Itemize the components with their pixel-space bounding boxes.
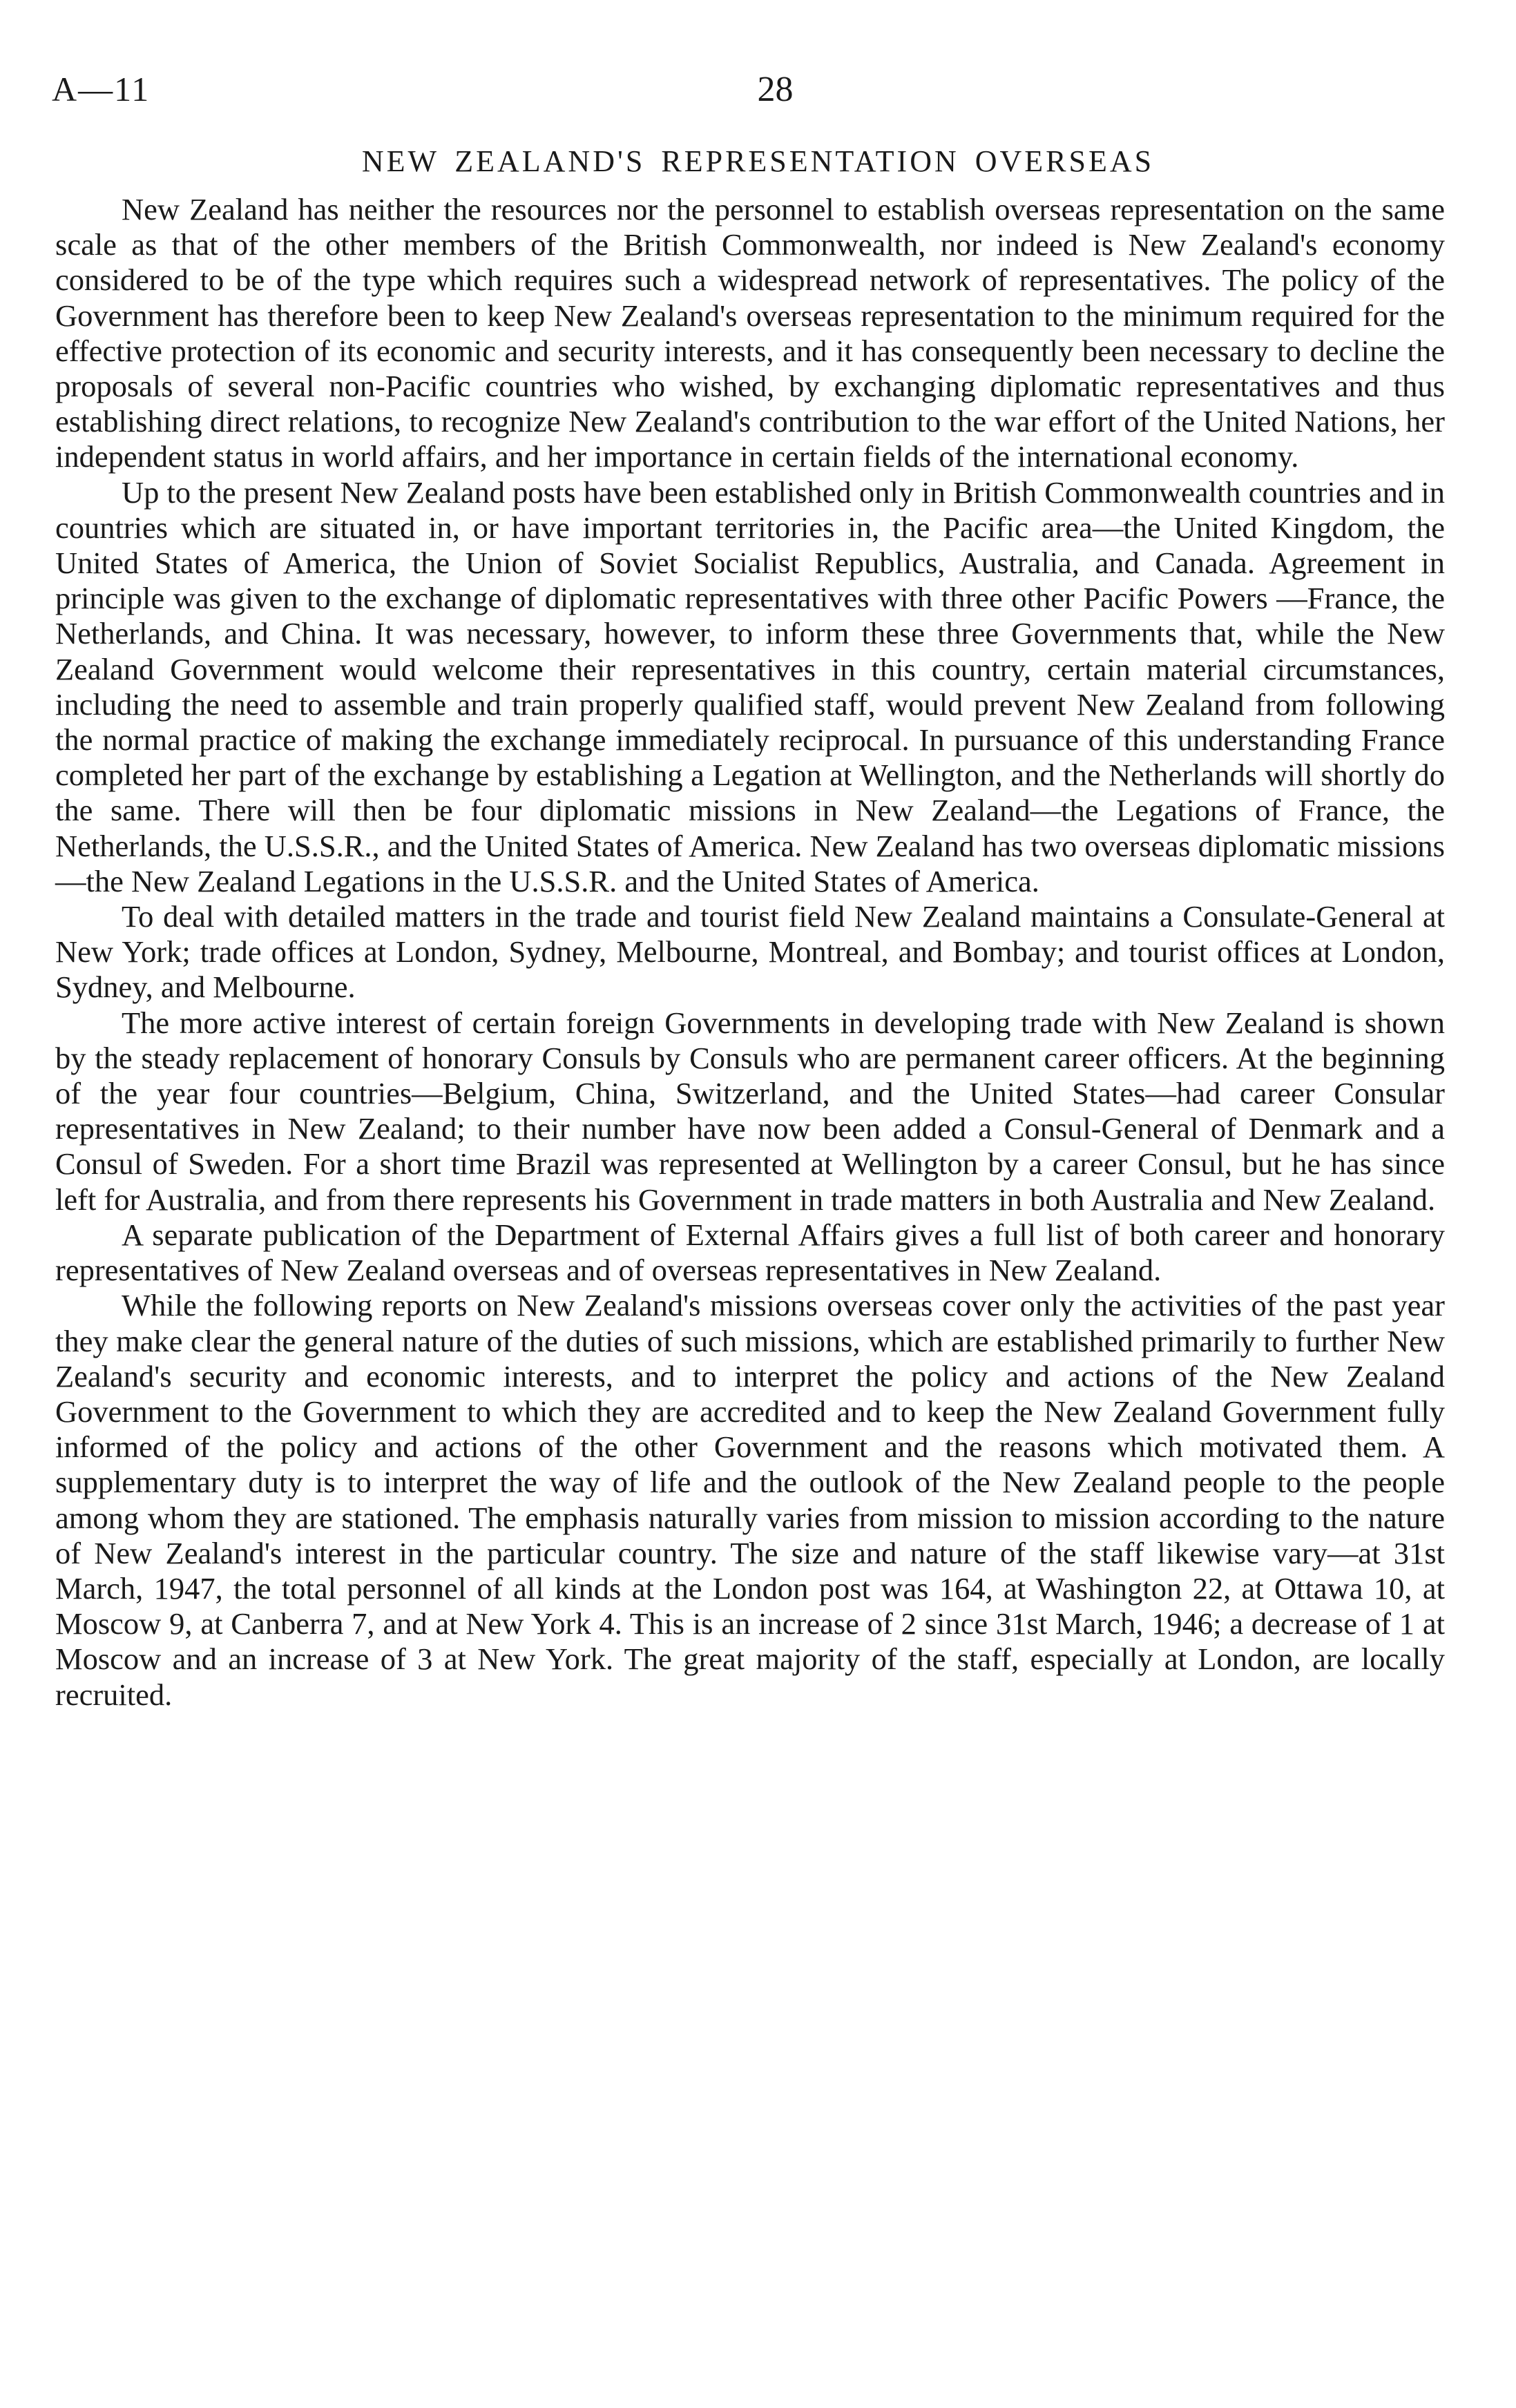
page-number: 28 <box>757 70 794 109</box>
page-header <box>52 69 1447 124</box>
paragraph: Up to the present New Zealand posts have been established only in British Commonwealth countries and in countries which are situated in, or have important territories in, the Pacific area—the United Kingdom, the United States of America, the Union of Soviet Socialist Republics, Australia, and Canada. Agreement in principle was given to the exchange of diplomatic representatives with three other Pacific Powers —France, the Netherlands, and China. It was necessary, however, to inform these three Governments that, while the New Zealand Government would welcome their representatives in this country, certain material circumstances, including the need to assemble and train properly qualified staff, would prevent New Zealand from following the normal practice of making the exchange immediately reciprocal. In pursuance of this understanding France completed her part of the exchange by establishing a Legation at Wellington, and the Netherlands will shortly do the same. There will then be four diplomatic missions in New Zealand—the Legations of France, the Netherlands, the U.S.S.R., and the United States of America. New Zealand has two overseas diplomatic missions—the New Zealand Legations in the U.S.S.R. and the United States of America. <box>55 474 1445 898</box>
body-text <box>55 192 1445 1713</box>
paragraph: A separate publication of the Department of External Affairs gives a full list of both career and honorary representatives of New Zealand overseas and of overseas representatives in New Zealand. <box>55 1217 1445 1288</box>
paragraph: To deal with detailed matters in the trade and tourist field New Zealand maintains a Consulate-General at New York; trade offices at London, Sydney, Melbourne, Montreal, and Bombay; and tourist offices at London, Sydney, and Melbourne. <box>55 899 1445 1005</box>
paragraph: New Zealand has neither the resources nor the personnel to establish overseas representation on the same scale as that of the other members of the British Commonwealth, nor indeed is New Zealand's economy considered to be of the type which requires such a widespread network of representatives. The policy of the Government has therefore been to keep New Zealand's overseas representation to the minimum required for the effective protection of its economic and security interests, and it has consequently been necessary to decline the proposals of several non-Pacific countries who wished, by exchanging diplomatic representatives and thus establishing direct relations, to recognize New Zealand's contribution to the war effort of the United Nations, her independent status in world affairs, and her importance in certain fields of the international economy. <box>55 192 1445 474</box>
paragraph: The more active interest of certain foreign Governments in developing trade with New Zealand is shown by the steady replacement of honorary Consuls by Consuls who are permanent career officers. At the beginning of the year four countries—Belgium, China, Switzerland, and the United States—had career Consular representatives in New Zealand; to their number have now been added a Consul-General of Denmark and a Consul of Sweden. For a short time Brazil was represented at Wellington by a career Consul, but he has since left for Australia, and from there represents his Government in trade matters in both Australia and New Zealand. <box>55 1005 1445 1217</box>
paragraph: While the following reports on New Zealand's missions overseas cover only the activities of the past year they make clear the general nature of the duties of such missions, which are established primarily to further New Zealand's security and economic interests, and to interpret the policy and actions of the New Zealand Government to the Government to which they are accredited and to keep the New Zealand Government fully informed of the policy and actions of the other Government and the reasons which motivated them. A supplementary duty is to interpret the way of life and the outlook of the New Zealand people to the people among whom they are stationed. The emphasis naturally varies from mission to mission according to the nature of New Zealand's interest in the particular country. The size and nature of the staff likewise vary—at 31st March, 1947, the total personnel of all kinds at the London post was 164, at Washington 22, at Ottawa 10, at Moscow 9, at Canberra 7, and at New York 4. This is an increase of 2 since 31st March, 1946; a decrease of 1 at Moscow and an increase of 3 at New York. The great majority of the staff, especially at London, are locally recruited. <box>55 1288 1445 1712</box>
section-title: NEW ZEALAND'S REPRESENTATION OVERSEAS <box>361 144 1155 178</box>
document-reference: A—11 <box>52 70 151 108</box>
